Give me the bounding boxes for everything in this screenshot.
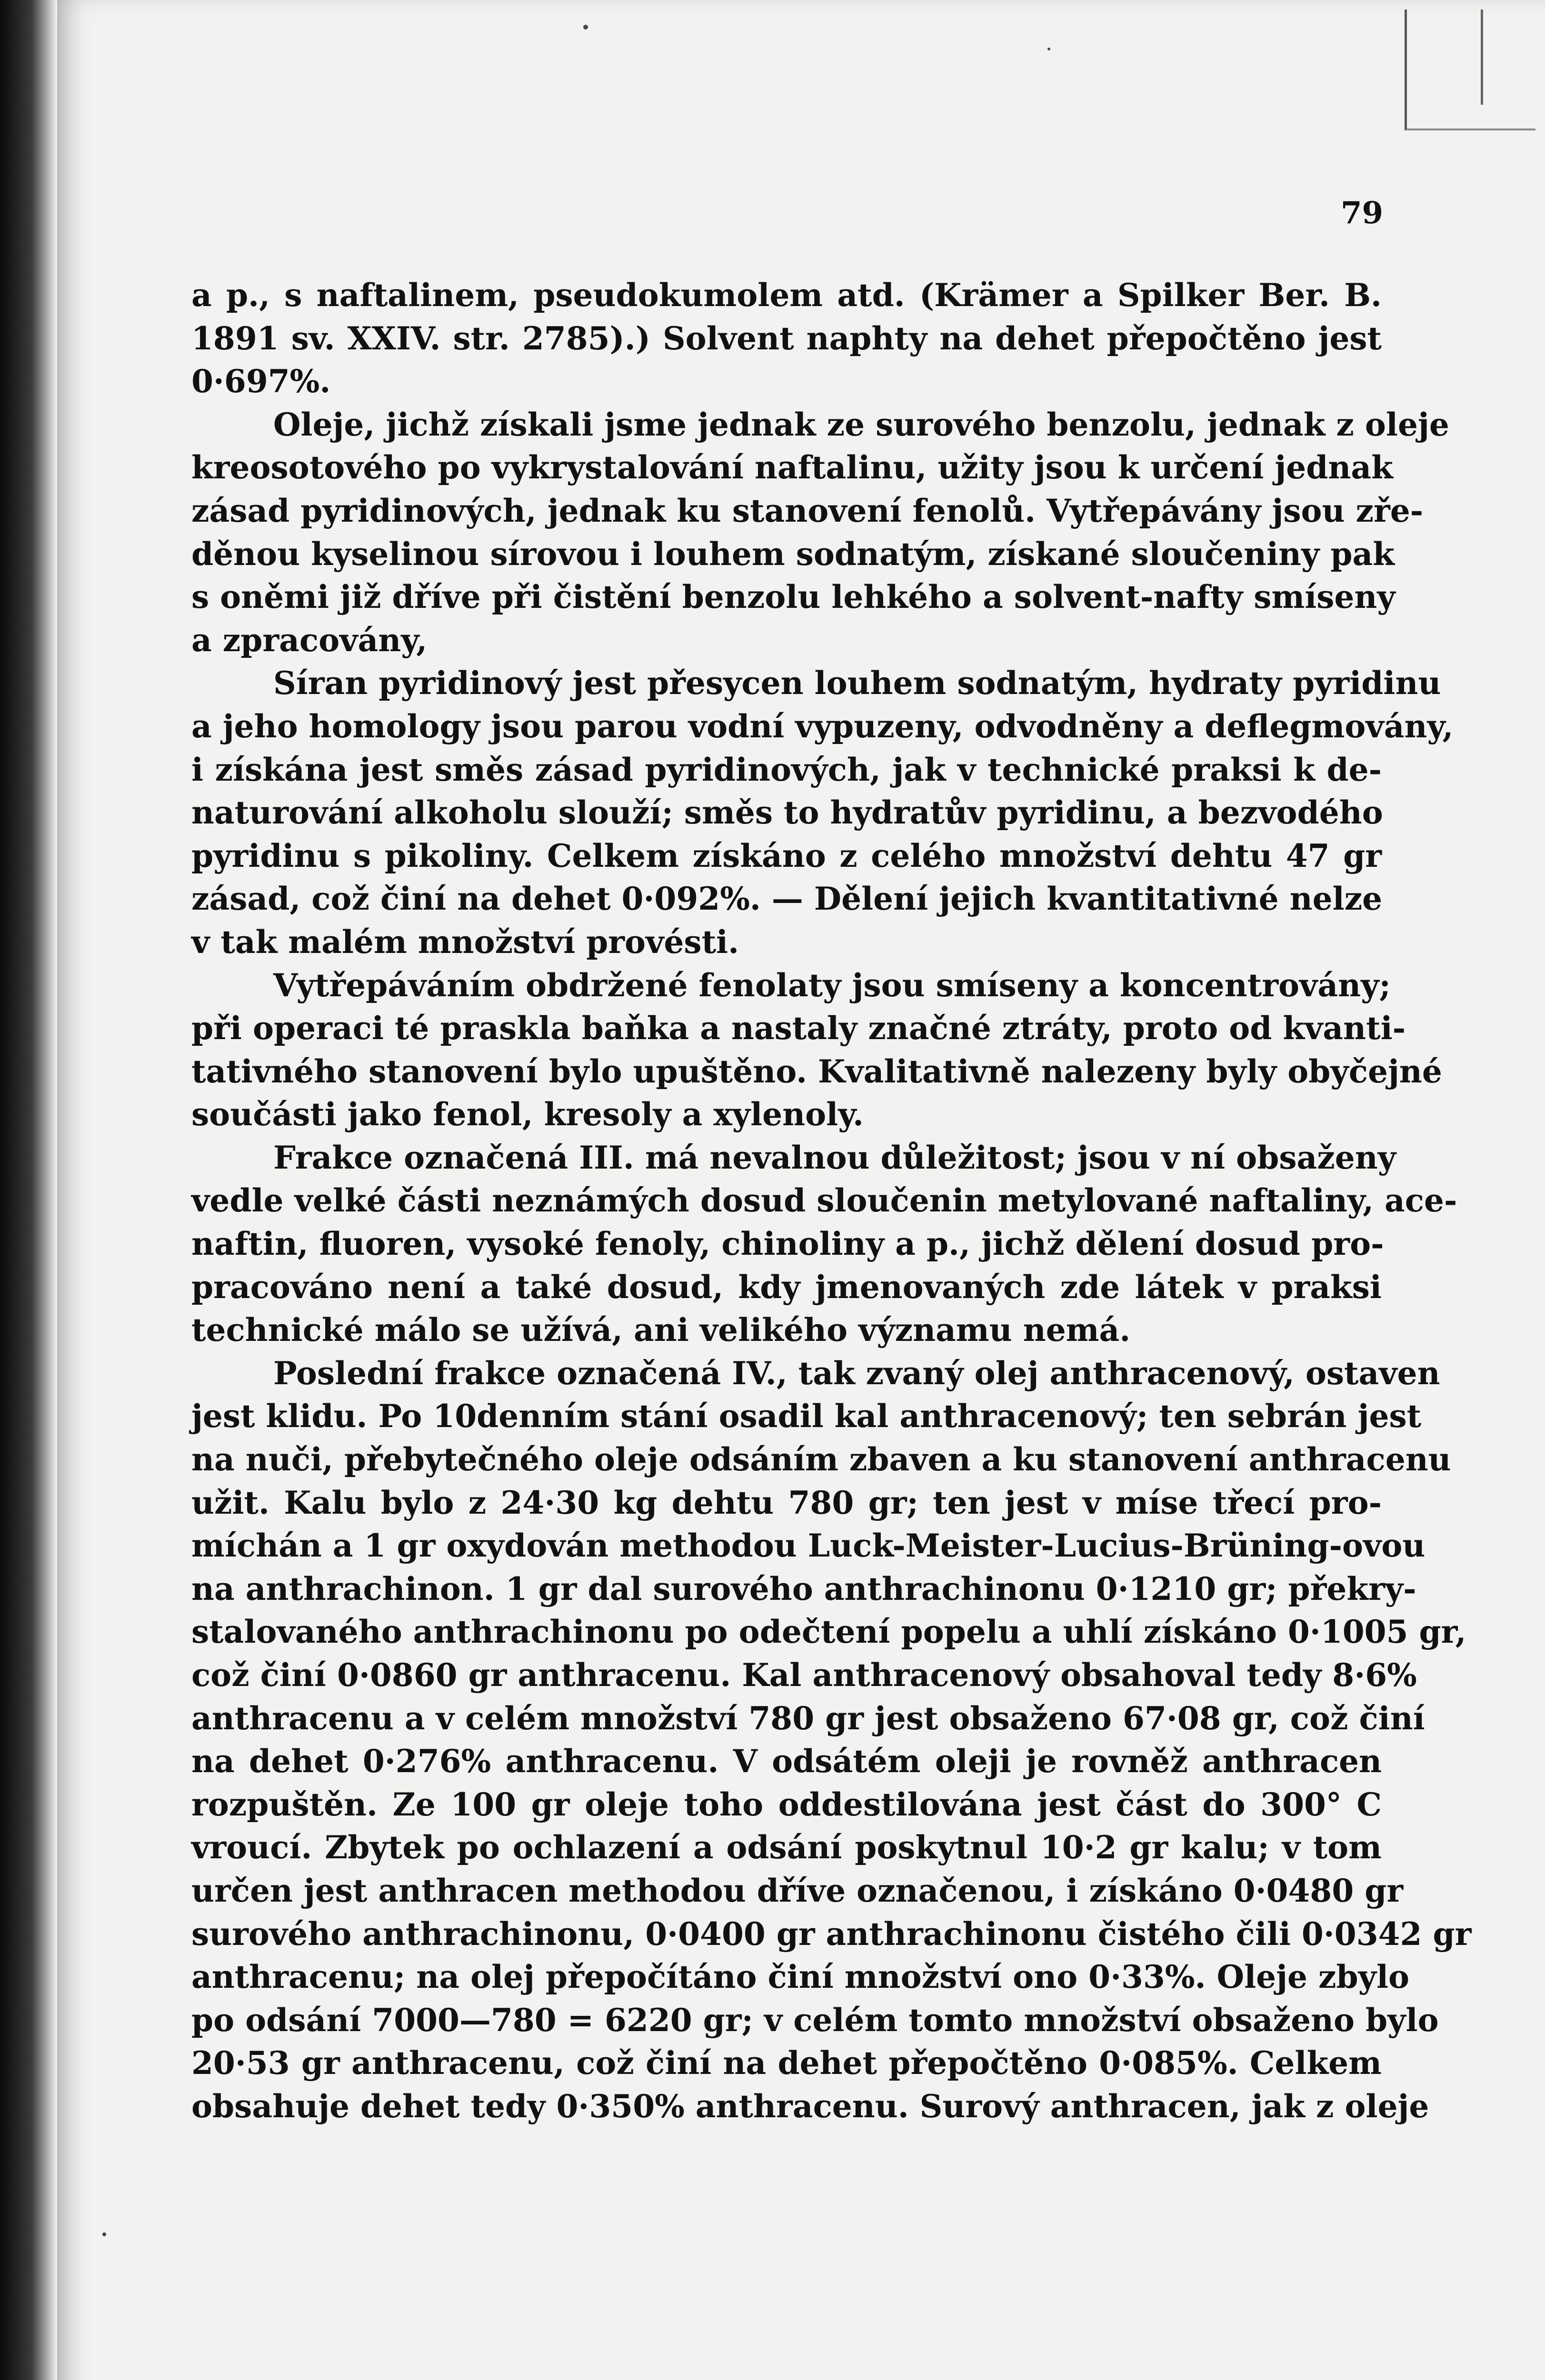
text-line: zásad, což činí na dehet 0·092%. — Dělení jejich kvantitativné nelze (191, 880, 1383, 918)
scan-speck (102, 2232, 106, 2236)
scan-speck (1047, 48, 1050, 50)
text-line: technické málo se užívá, ani velikého významu nemá. (191, 1311, 1131, 1349)
text-line: pyridinu s pikoliny. Celkem získáno z celého množství dehtu 47 gr (191, 837, 1382, 874)
text-line: kreosotového po vykrystalování naftalinu, užity jsou k určení jednak (191, 449, 1393, 486)
scan-left-edge (0, 0, 57, 2380)
text-line (191, 2128, 1382, 2172)
text-line: vedle velké části neznámých dosud sloučenin metylované naftaliny, ace- (191, 1182, 1457, 1220)
text-line: při operaci té praskla baňka a nastaly značné ztráty, proto od kvanti- (191, 1010, 1406, 1047)
text-line: stalovaného anthrachinonu po odečtení popelu a uhlí získáno 0·1005 gr, (191, 1613, 1466, 1651)
text-line: míchán a 1 gr oxydován methodou Luck-Meister-Lucius-Brüning-ovou (191, 1527, 1425, 1565)
text-line: na nuči, přebytečného oleje odsáním zbaven a ku stanovení anthracenu (191, 1441, 1451, 1478)
text-line: Poslední frakce označená IV., tak zvaný olej anthracenový, ostaven (273, 1354, 1440, 1392)
text-line: 0·697%. (191, 363, 331, 400)
text-line: i získána jest směs zásad pyridinových, jak v technické praksi k de- (191, 751, 1382, 788)
text-line: děnou kyselinou sírovou i louhem sodnatým, získané sloučeniny pak (191, 535, 1395, 573)
text-line: Frakce označená III. má nevalnou důležitost; jsou v ní obsaženy (273, 1139, 1396, 1176)
text-line: naturování alkoholu slouží; směs to hydratův pyridinu, a bezvodého (191, 794, 1383, 832)
text-line: rozpuštěn. Ze 100 gr oleje toho oddestilována jest část do 300° C (191, 1785, 1382, 1823)
text-line: vroucí. Zbytek po ochlazení a odsání poskytnul 10·2 gr kalu; v tom (191, 1829, 1382, 1866)
text-line: na dehet 0·276% anthracenu. V odsátém oleji je rovněž anthracen (191, 1743, 1382, 1780)
text-line: určen jest anthracen methodou dříve označenou, i získáno 0·0480 gr (191, 1872, 1404, 1909)
scan-corner-mark (1405, 10, 1535, 130)
text-line: anthracenu a v celém množství 780 gr jest obsaženo 67·08 gr, což činí (191, 1699, 1425, 1737)
text-line: pracováno není a také dosud, kdy jmenovaných zde látek v praksi (191, 1268, 1382, 1306)
text-line: s oněmi již dříve při čistění benzolu lehkého a solvent-nafty smíseny (191, 578, 1395, 616)
text-line: surového anthrachinonu, 0·0400 gr anthrachinonu čistého čili 0·0342 gr (191, 1915, 1472, 1953)
text-line: Síran pyridinový jest přesycen louhem sodnatým, hydraty pyridinu (273, 664, 1441, 702)
text-line: Oleje, jichž získali jsme jednak ze surového benzolu, jednak z oleje (273, 406, 1449, 443)
text-line: 1891 sv. XXIV. str. 2785).) Solvent naphty na dehet přepočtěno jest (191, 319, 1382, 357)
text-line: a p., s naftalinem, pseudokumolem atd. (Krämer a Spilker Ber. B. (191, 277, 1382, 314)
text-line: součásti jako fenol, kresoly a xylenoly. (191, 1096, 864, 1133)
body-text (191, 274, 1472, 2171)
text-line: naftin, fluoren, vysoké fenoly, chinoliny a p., jichž dělení dosud pro- (191, 1225, 1384, 1263)
text-line: Vytřepáváním obdržené fenolaty jsou smíseny a koncentrovány; (273, 966, 1391, 1004)
text-line: anthracenu; na olej přepočítáno činí množství ono 0·33%. Oleje zbylo (191, 1958, 1410, 1996)
text-line: na anthrachinon. 1 gr dal surového anthrachinonu 0·1210 gr; překry- (191, 1570, 1416, 1607)
text-line: a zpracovány, (191, 621, 428, 659)
text-line: po odsání 7000—780 = 6220 gr; v celém tomto množství obsaženo bylo (191, 2001, 1439, 2039)
text-line: 20·53 gr anthracenu, což činí na dehet přepočtěno 0·085%. Celkem (191, 2044, 1382, 2082)
text-line: užit. Kalu bylo z 24·30 kg dehtu 780 gr; ten jest v míse třecí pro- (191, 1484, 1382, 1521)
text-line: v tak malém množství provésti. (191, 923, 739, 961)
text-line: což činí 0·0860 gr anthracenu. Kal anthracenový obsahoval tedy 8·6% (191, 1656, 1417, 1694)
scan-speck (583, 25, 588, 30)
text-line: obsahuje dehet tedy 0·350% anthracenu. Surový anthracen, jak z oleje (191, 2087, 1429, 2125)
text-line: zásad pyridinových, jednak ku stanovení fenolů. Vytřepávány jsou zře- (191, 492, 1424, 529)
text-line: jest klidu. Po 10denním stání osadil kal anthracenový; ten sebrán jest (191, 1398, 1422, 1435)
text-line: a jeho homology jsou parou vodní vypuzeny, odvodněny a deflegmovány, (191, 707, 1454, 745)
text-line: tativného stanovení bylo upuštěno. Kvalitativně nalezeny byly obyčejné (191, 1052, 1442, 1090)
book-page (57, 0, 1545, 2380)
page-number: 79 (1340, 195, 1383, 231)
